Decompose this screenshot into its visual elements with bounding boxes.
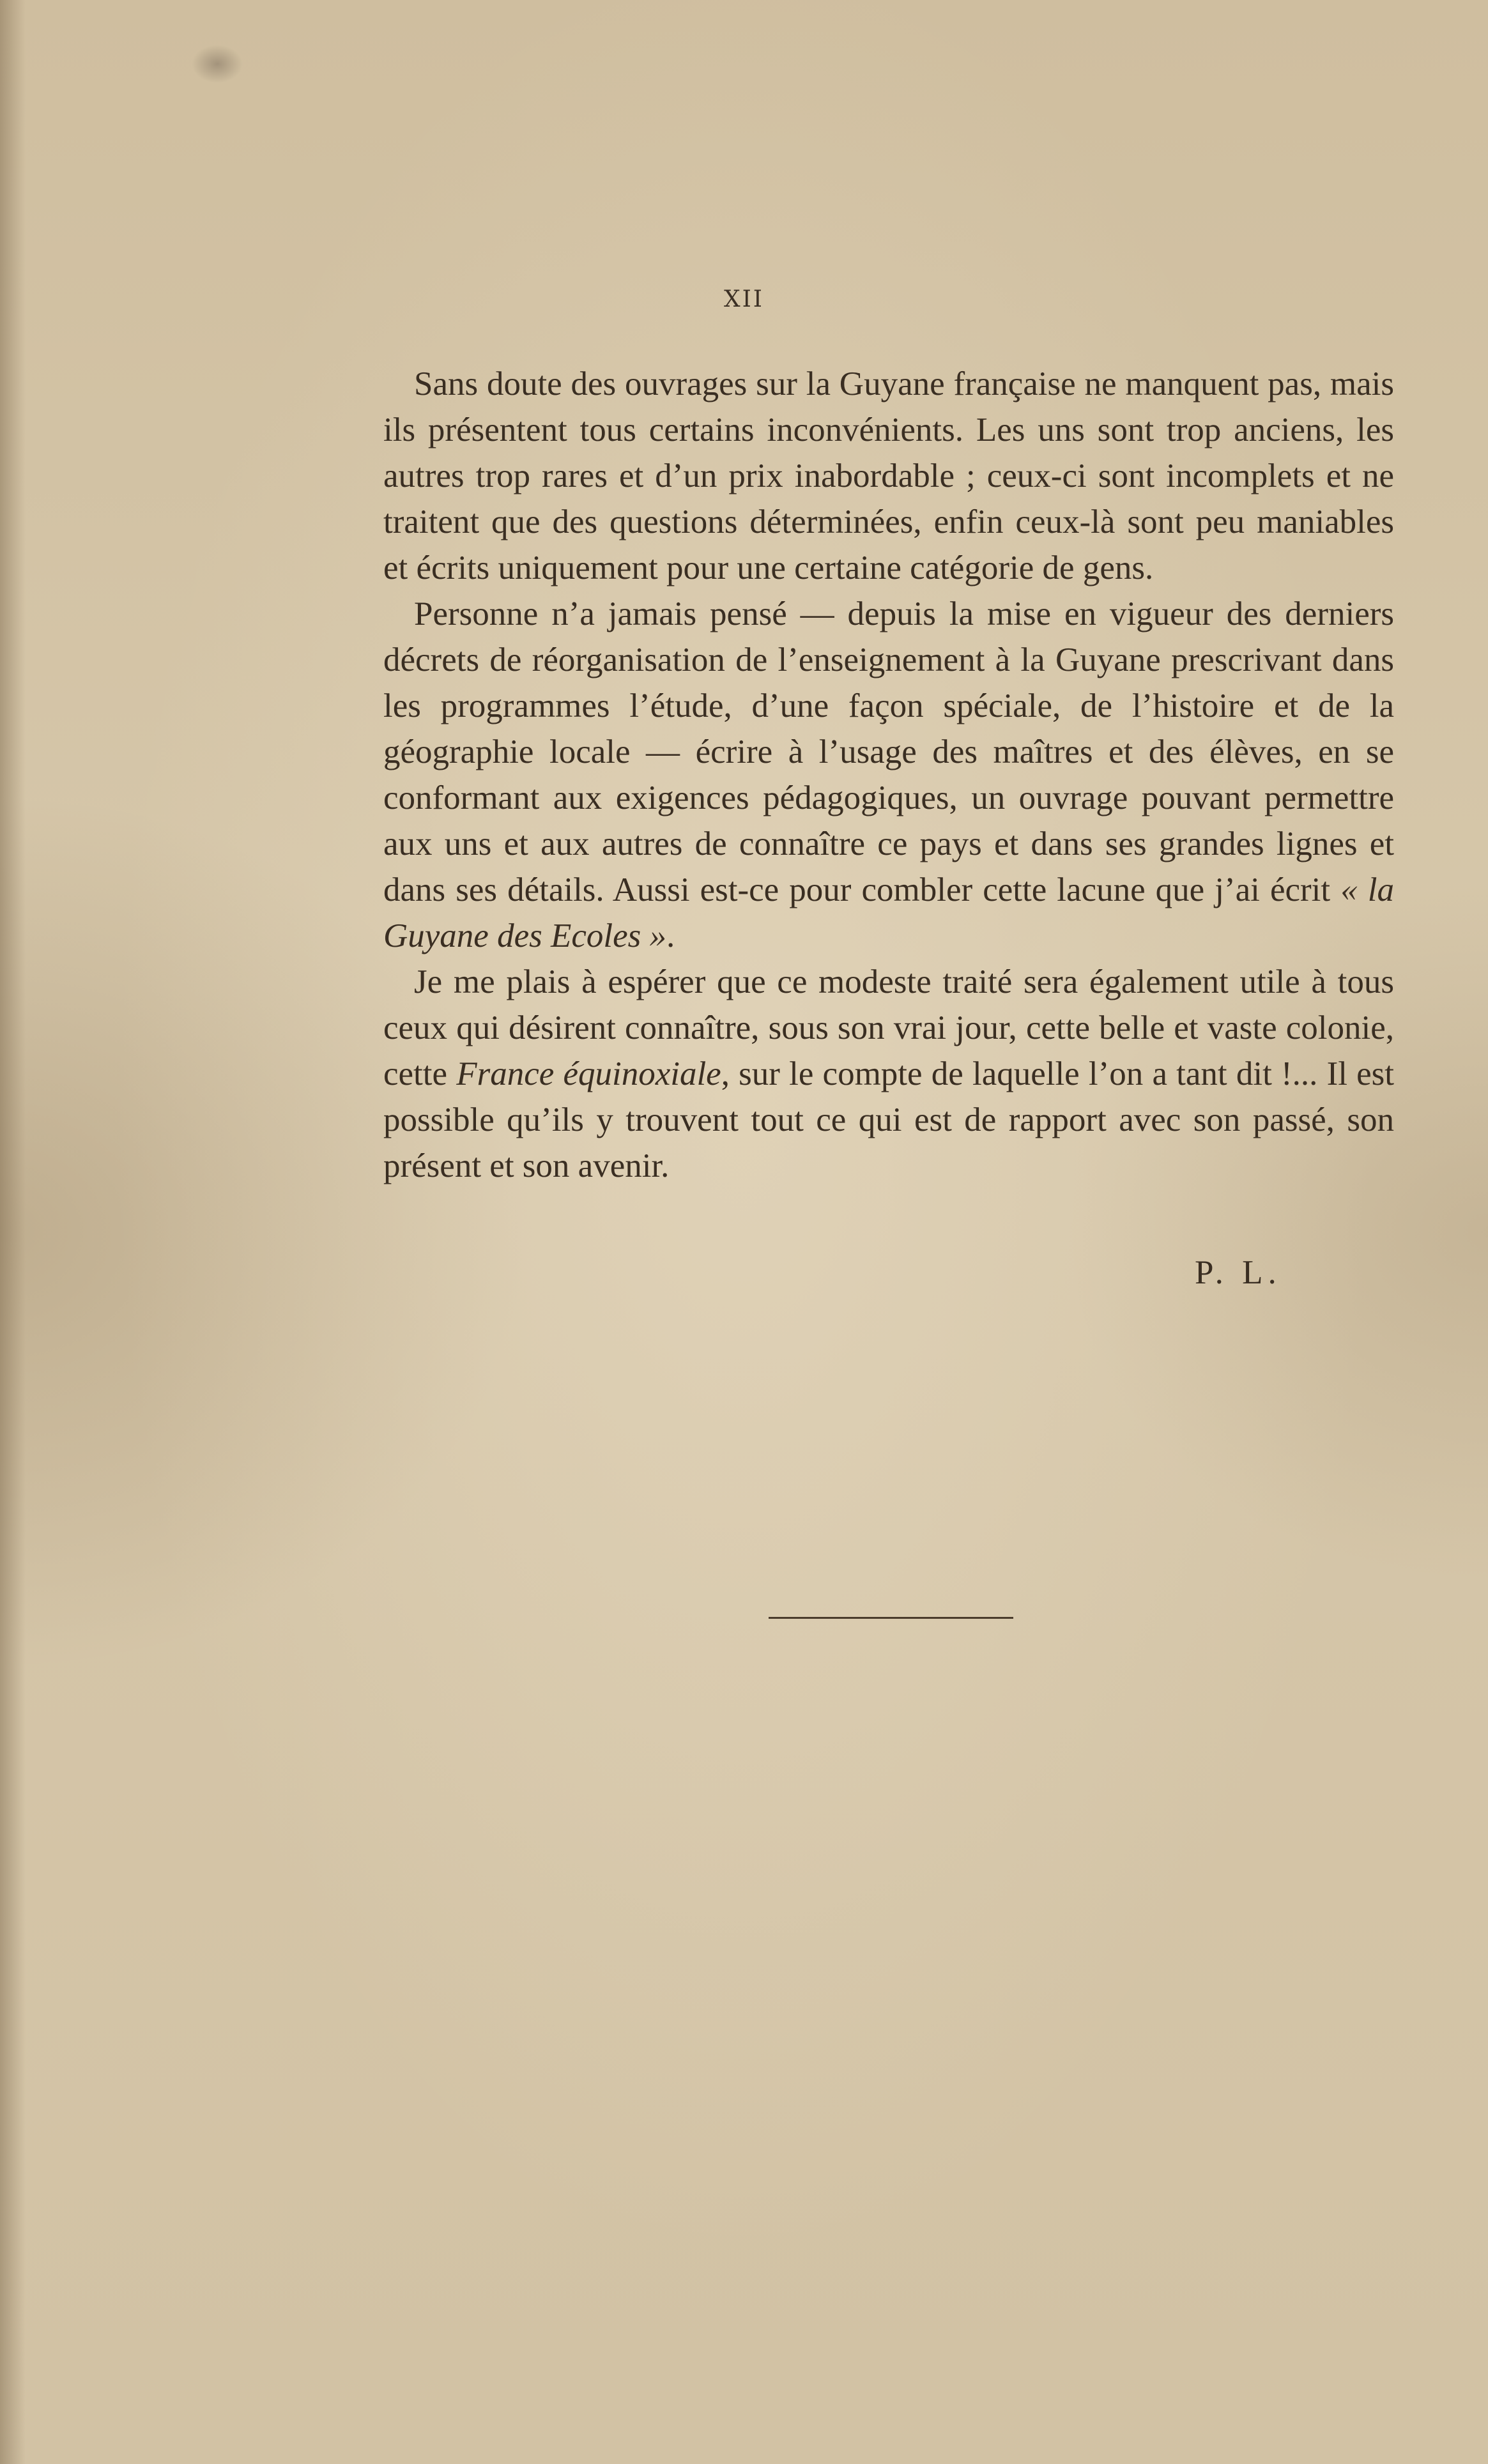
- paragraph-text: .: [666, 917, 675, 954]
- end-rule-divider: [769, 1617, 1013, 1619]
- book-title-italic: « la Guyane des Ecoles »: [383, 871, 1394, 954]
- author-signature: P. L.: [1195, 1254, 1282, 1291]
- paragraph: [383, 959, 1394, 1189]
- paragraph: [383, 591, 1394, 959]
- paragraph-text: Sans doute des ouvrages sur la Guyane française ne manquent pas, mais ils présentent tous certains inconvénients. Les uns sont trop anciens, les autres trop rares et d’un prix inabordable ; ceux-ci sont incomplets et ne traitent que des questions déterminées, enfin ceux-là sont peu maniables et écrits uniquement pour une certaine catégorie de gens.: [383, 365, 1394, 586]
- page-edge-shadow: [0, 0, 26, 2464]
- paragraph-text: Je me plais à espérer que ce modeste traité sera également utile à tous ceux qui désirent connaître, sous son vrai jour, cette belle et vaste colonie, cette: [383, 963, 1394, 1092]
- page-number: XII: [723, 286, 765, 312]
- emphasis-italic: France équinoxiale: [456, 1055, 721, 1092]
- paper-stain: [192, 45, 243, 83]
- preface-text: [383, 361, 1394, 1189]
- paragraph: [383, 361, 1394, 591]
- paragraph-text: Personne n’a jamais pensé — depuis la mise en vigueur des derniers décrets de réorganisation de l’enseignement à la Guyane prescrivant dans les programmes l’étude, d’une façon spéciale, de l’histoire et de la géographie locale — écrire à l’usage des maîtres et des élèves, en se conformant aux exigences pédagogiques, un ouvrage pouvant permettre aux uns et aux autres de connaître ce pays et dans ses grandes lignes et dans ses détails. Aussi est-ce pour combler cette lacune que j’ai écrit: [383, 595, 1394, 908]
- paragraph-text: , sur le compte de laquelle l’on a tant dit !... Il est possible qu’ils y trouvent tout ce qui est de rapport avec son passé, son présent et son avenir.: [383, 1055, 1395, 1184]
